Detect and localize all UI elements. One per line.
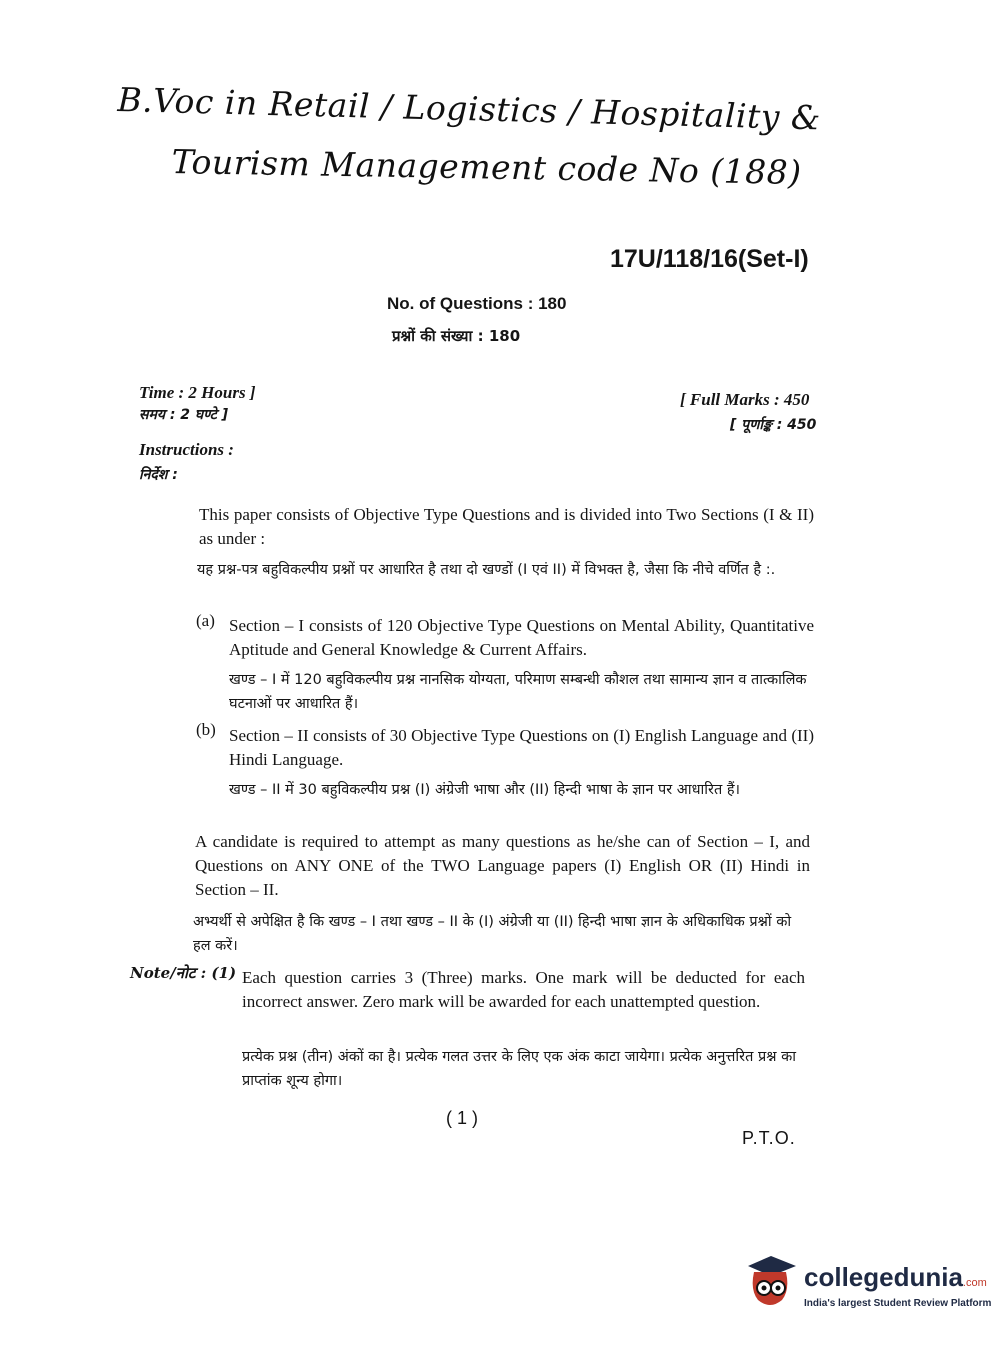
intro-hi: यह प्रश्न-पत्र बहुविकल्पीय प्रश्नों पर आधारित है तथा दो खण्डों (I एवं II) में विभक्त है, जैसा कि नीचे वर्णित है :. xyxy=(197,562,776,578)
mascot-icon xyxy=(742,1252,800,1312)
brand-tagline: India's largest Student Review Platform xyxy=(804,1298,992,1309)
question-count-en: No. of Questions : 180 xyxy=(387,294,567,313)
brand-name-text: collegedunia xyxy=(804,1262,963,1292)
brand-name xyxy=(804,1262,987,1293)
section-a-en: Section – I consists of 120 Objective Type Questions on Mental Ability, Quantitative Aptitude and General Knowledge & Current Affairs. xyxy=(229,616,814,659)
paper-code: 17U/118/16(Set-I) xyxy=(610,245,809,273)
section-a-hi: खण्ड – I में 120 बहुविकल्पीय प्रश्न नानसिक योग्यता, परिमाण सम्बन्धी कौशल तथा सामान्य ज्ञान व तात्कालिक घटनाओं पर आधारित हैं। xyxy=(229,672,807,712)
pto-label: P.T.O. xyxy=(742,1128,796,1148)
brand-tld: .com xyxy=(962,1277,987,1289)
instructions-heading-en: Instructions : xyxy=(139,440,234,459)
section-b-hi: खण्ड – II में 30 बहुविकल्पीय प्रश्न (I) अंग्रेजी भाषा और (II) हिन्दी भाषा के ज्ञान पर आधारित हैं। xyxy=(229,782,741,798)
section-b-en: Section – II consists of 30 Objective Type Questions on (I) English Language and (II) Hindi Language. xyxy=(229,726,814,769)
note-label: Note/नोट : (1) xyxy=(130,964,237,982)
full-marks-hi: [ पूर्णाङ्क : 450 xyxy=(730,417,817,433)
candidate-instruction-en: A candidate is required to attempt as many questions as he/she can of Section – I, and Questions on ANY ONE of the TWO Language papers (I) English OR (II) Hindi in Section – II. xyxy=(195,832,810,899)
note-hi: प्रत्येक प्रश्न (तीन) अंकों का है। प्रत्येक गलत उत्तर के लिए एक अंक काटा जायेगा। प्रत्येक अनुत्तरित प्रश्न का प्राप्तांक शून्य होगा। xyxy=(242,1049,796,1089)
time-hi: समय : 2 घण्टे ] xyxy=(139,407,229,423)
time-en: Time : 2 Hours ] xyxy=(139,383,256,402)
note-en: Each question carries 3 (Three) marks. One mark will be deducted for each incorrect answer. Zero mark will be awarded for each unattempted question. xyxy=(242,968,805,1011)
section-a-label: (a) xyxy=(196,611,215,630)
page-number: ( 1 ) xyxy=(446,1108,479,1128)
question-count-hi: प्रश्नों की संख्या : 180 xyxy=(392,327,521,345)
collegedunia-logo[interactable] xyxy=(742,1250,992,1320)
candidate-instruction-hi: अभ्यर्थी से अपेक्षित है कि खण्ड – I तथा खण्ड – II के (I) अंग्रेजी या (II) हिन्दी भाषा ज्ञान के अधिकाधिक प्रश्नों को हल करें। xyxy=(193,914,792,954)
handwritten-course-code: Tourism Management code No (188) xyxy=(171,142,802,192)
intro-en: This paper consists of Objective Type Questions and is divided into Two Sections (I & II) as under : xyxy=(199,505,814,548)
handwritten-course-title: B.Voc in Retail / Logistics / Hospitality & xyxy=(116,80,822,138)
section-b-label: (b) xyxy=(196,720,216,739)
full-marks-en: [ Full Marks : 450 xyxy=(680,390,810,409)
instructions-heading-hi: निर्देश : xyxy=(139,467,178,483)
